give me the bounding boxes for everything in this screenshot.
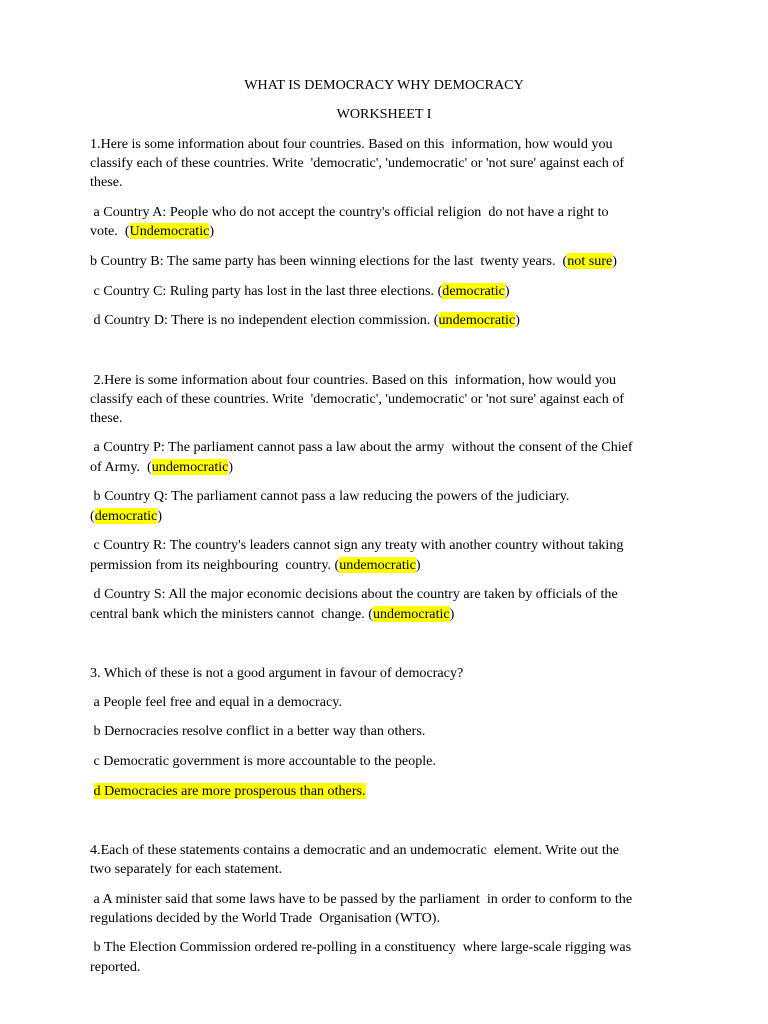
q2-option-p-line: of Army. (undemocratic) bbox=[90, 459, 234, 475]
q3-option-d bbox=[90, 782, 366, 800]
q4-statement-b-line: reported. bbox=[90, 959, 141, 975]
question-2-intro-line: these. bbox=[90, 410, 123, 426]
q2-answer-s-highlight: undemocratic bbox=[372, 606, 450, 622]
q1-option-a-line: a Country A: People who do not accept the country's official religion do not have a right to bbox=[90, 204, 609, 220]
q1-option-c: c Country C: Ruling party has lost in the last three elections. (democratic) bbox=[90, 283, 510, 299]
q2-option-q-text: ( bbox=[90, 508, 95, 524]
q2-answer-p-highlight: undemocratic bbox=[151, 459, 229, 475]
q1-option-a-text: vote. ( bbox=[90, 223, 130, 239]
worksheet-subtitle: WORKSHEET I bbox=[336, 106, 432, 122]
q2-option-p-line: a Country P: The parliament cannot pass a law about the army without the consent of the Chief bbox=[90, 439, 633, 455]
question-2-intro-line: classify each of these countries. Write 'democratic', 'undemocratic' or 'not sure' against each of bbox=[90, 391, 625, 407]
q2-option-r-line: permission from its neighbouring country. (undemocratic) bbox=[90, 557, 421, 573]
q3-option-d-indent bbox=[90, 783, 94, 799]
question-2-intro-line: 2.Here is some information about four countries. Based on this information, how would you bbox=[90, 372, 617, 388]
q3-option-b: b Dernocracies resolve conflict in a better way than others. bbox=[90, 723, 426, 739]
q1-answer-c-highlight: democratic bbox=[442, 283, 505, 299]
q2-answer-q-highlight: democratic bbox=[94, 508, 158, 524]
q2-option-p-text: of Army. ( bbox=[90, 459, 152, 475]
question-4-intro-line: two separately for each statement. bbox=[90, 861, 283, 877]
q3-answer-d-highlight: d Democracies are more prosperous than others. bbox=[93, 783, 366, 799]
question-4-intro-line: 4.Each of these statements contains a democratic and an undemocratic element. Write out the bbox=[90, 842, 620, 858]
q1-answer-b-highlight: not sure bbox=[567, 253, 613, 269]
q3-option-a: a People feel free and equal in a democracy. bbox=[90, 694, 342, 710]
q1-answer-d-highlight: undemocratic bbox=[438, 312, 516, 328]
q1-option-c-text: c Country C: Ruling party has lost in the last three elections. ( bbox=[90, 283, 443, 299]
question-3-text: 3. Which of these is not a good argument in favour of democracy? bbox=[90, 665, 464, 681]
q1-option-b: b Country B: The same party has been winning elections for the last twenty years. (not sure) bbox=[90, 253, 617, 269]
q2-option-r-line: c Country R: The country's leaders cannot sign any treaty with another country without taking bbox=[90, 537, 624, 553]
question-1-intro-line: these. bbox=[90, 174, 123, 190]
q3-option-c: c Democratic government is more accountable to the people. bbox=[90, 753, 436, 769]
q2-option-s-line: d Country S: All the major economic decisions about the country are taken by officials of the bbox=[90, 586, 618, 602]
q2-option-s-line: central bank which the ministers cannot change. (undemocratic) bbox=[90, 606, 455, 622]
document-title: WHAT IS DEMOCRACY WHY DEMOCRACY bbox=[244, 77, 524, 93]
q2-answer-r-highlight: undemocratic bbox=[339, 557, 416, 573]
q2-option-s-text: central bank which the ministers cannot change. ( bbox=[90, 606, 373, 622]
q4-statement-a-line: regulations decided by the World Trade Organisation (WTO). bbox=[90, 910, 440, 926]
q4-statement-a-line: a A minister said that some laws have to be passed by the parliament in order to conform to the bbox=[90, 891, 633, 907]
question-1-intro-line: classify each of these countries. Write 'democratic', 'undemocratic' or 'not sure' against each of bbox=[90, 155, 625, 171]
q4-statement-b-line: b The Election Commission ordered re-polling in a constituency where large-scale rigging was bbox=[90, 939, 632, 955]
q2-option-r-text: permission from its neighbouring country. ( bbox=[90, 557, 340, 573]
q1-option-d-text: d Country D: There is no independent election commission. ( bbox=[90, 312, 439, 328]
q2-option-q-line: b Country Q: The parliament cannot pass a law reducing the powers of the judiciary. bbox=[90, 488, 570, 504]
q1-option-a-line: vote. (Undemocratic) bbox=[90, 223, 215, 239]
q1-option-b-text: b Country B: The same party has been winning elections for the last twenty years. ( bbox=[90, 253, 568, 269]
q1-option-d: d Country D: There is no independent election commission. (undemocratic) bbox=[90, 312, 520, 328]
q2-option-q-line: (democratic) bbox=[90, 508, 163, 524]
question-1-intro-line: 1.Here is some information about four countries. Based on this information, how would you bbox=[90, 136, 613, 152]
q1-answer-a-highlight: Undemocratic bbox=[129, 223, 210, 239]
